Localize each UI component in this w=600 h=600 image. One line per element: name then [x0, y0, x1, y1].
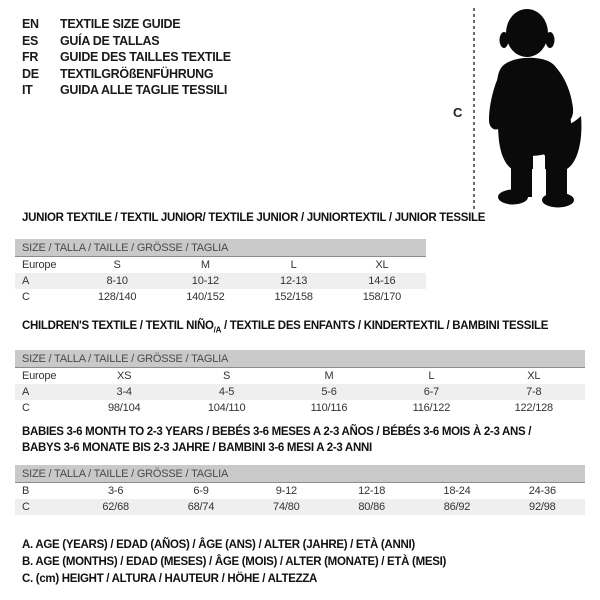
language-code: IT: [22, 83, 33, 98]
size-header-row: [15, 239, 426, 257]
language-code: EN: [22, 17, 39, 31]
children-section-title: [22, 320, 585, 336]
size-header-label: SIZE / TALLA / TAILLE / GRÖSSE / TAGLIA: [15, 465, 585, 483]
babies-size-table: [15, 465, 585, 515]
table-cell: 110/116: [310, 402, 348, 415]
size-header-row: [15, 465, 585, 483]
size-header-label: SIZE / TALLA / TAILLE / GRÖSSE / TAGLIA: [15, 239, 426, 257]
table-cell: 6-9: [193, 485, 209, 497]
children-size-table: [15, 350, 585, 416]
table-row: [15, 273, 426, 289]
table-row: [15, 384, 585, 400]
children-textile-section: [15, 320, 585, 416]
table-cell: 5-6: [278, 384, 380, 400]
children-title-text: / TEXTILE DES ENFANTS / KINDERTEXTIL / BAMBINI TESSILE: [221, 320, 549, 332]
size-header-label: SIZE / TALLA / TAILLE / GRÖSSE / TAGLIA: [15, 350, 585, 368]
table-cell: 3-6: [108, 485, 124, 497]
language-label: GUÍA DE TALLAS: [60, 33, 160, 48]
table-cell: 9-12: [275, 485, 297, 497]
language-code: ES: [22, 33, 39, 48]
table-cell: 14-16: [338, 273, 426, 289]
children-title-subscript: /A: [213, 325, 222, 335]
table-cell: 12-13: [250, 273, 338, 289]
babies-textile-section: [15, 424, 585, 515]
row-label: Europe: [22, 370, 57, 383]
language-row-it: [22, 82, 231, 99]
junior-textile-section: [15, 212, 486, 305]
table-cell: 3-4: [73, 384, 175, 400]
table-cell: 68/74: [158, 499, 243, 515]
babies-title-line2: BABYS 3-6 MONATE BIS 2-3 JAHRE / BAMBINI 3-6 MESI A 2-3 ANNI: [22, 442, 372, 454]
row-label: C: [15, 499, 73, 515]
table-cell: 24-36: [528, 485, 556, 497]
legend-line-height: C. (cm) HEIGHT / ALTURA / HAUTEUR / HÖHE / ALTEZZA: [22, 572, 318, 585]
table-cell: M: [200, 259, 210, 271]
table-cell: 62/68: [73, 499, 158, 515]
row-label: A: [15, 273, 73, 289]
table-cell: 18-24: [443, 485, 471, 497]
height-measure-line: [473, 8, 475, 209]
junior-section-title: JUNIOR TEXTILE / TEXTIL JUNIOR/ TEXTILE JUNIOR / JUNIORTEXTIL / JUNIOR TESSILE: [22, 212, 486, 224]
table-cell: 6-7: [380, 384, 482, 400]
table-cell: L: [290, 259, 297, 271]
language-code: FR: [22, 50, 39, 65]
table-row: [15, 257, 426, 274]
language-row-es: [22, 33, 231, 50]
row-label: B: [22, 485, 30, 497]
table-cell: L: [428, 370, 435, 383]
table-cell: XL: [375, 259, 389, 271]
table-cell: 92/98: [500, 499, 585, 515]
baby-silhouette-icon: [487, 6, 592, 208]
table-cell: 10-12: [161, 273, 249, 289]
language-row-de: [22, 66, 231, 83]
table-cell: M: [324, 370, 334, 383]
language-code: DE: [22, 66, 39, 81]
row-label: C: [22, 291, 30, 303]
table-cell: 140/152: [186, 291, 225, 303]
table-row: [15, 368, 585, 385]
table-cell: 80/86: [329, 499, 414, 515]
language-row-en: [22, 16, 231, 33]
table-cell: 128/140: [97, 291, 137, 303]
table-cell: 12-18: [358, 485, 386, 497]
table-cell: 8-10: [73, 273, 161, 289]
table-cell: S: [113, 259, 121, 271]
language-title-list: [22, 16, 231, 99]
table-cell: 86/92: [414, 499, 499, 515]
legend-line-age-months: B. AGE (MONTHS) / EDAD (MESES) / ÂGE (MOIS) / ALTER (MONATE) / ETÀ (MESI): [22, 555, 447, 568]
language-label: TEXTILGRÖßENFÜHRUNG: [60, 66, 214, 81]
table-cell: 116/122: [412, 402, 451, 415]
table-row: [15, 483, 585, 500]
children-title-text: CHILDREN'S TEXTILE / TEXTIL NIÑO: [22, 320, 214, 332]
row-label: C: [22, 402, 30, 415]
table-cell: 122/128: [514, 402, 553, 415]
table-row: [15, 400, 585, 416]
measurement-legend: [22, 537, 446, 588]
junior-size-table: [15, 239, 426, 305]
table-cell: S: [223, 370, 231, 383]
table-cell: 74/80: [244, 499, 329, 515]
height-measure-label: C: [453, 105, 463, 120]
table-row: [15, 499, 585, 515]
legend-line-age-years: A. AGE (YEARS) / EDAD (AÑOS) / ÂGE (ANS) / ALTER (JAHRE) / ETÀ (ANNI): [22, 539, 415, 551]
table-cell: 158/170: [362, 291, 402, 303]
language-row-fr: [22, 49, 231, 66]
size-header-row: [15, 350, 585, 368]
language-label: GUIDA ALLE TAGLIE TESSILI: [60, 83, 228, 98]
table-cell: 7-8: [483, 384, 585, 400]
table-cell: XS: [117, 370, 132, 383]
table-cell: 104/110: [207, 402, 246, 415]
table-cell: 152/158: [274, 291, 313, 303]
babies-title-line1: BABIES 3-6 MONTH TO 2-3 YEARS / BEBÉS 3-6 MESES A 2-3 AÑOS / BÉBÉS 3-6 MOIS À 2-3 ANS /: [22, 426, 532, 438]
table-cell: 98/104: [107, 402, 141, 415]
table-cell: XL: [527, 370, 541, 383]
table-row: [15, 289, 426, 305]
language-label: GUIDE DES TAILLES TEXTILE: [60, 50, 231, 65]
babies-section-title: [22, 424, 585, 456]
row-label: Europe: [22, 259, 57, 271]
row-label: A: [15, 384, 73, 400]
table-cell: 4-5: [175, 384, 277, 400]
language-label: TEXTILE SIZE GUIDE: [60, 17, 181, 31]
